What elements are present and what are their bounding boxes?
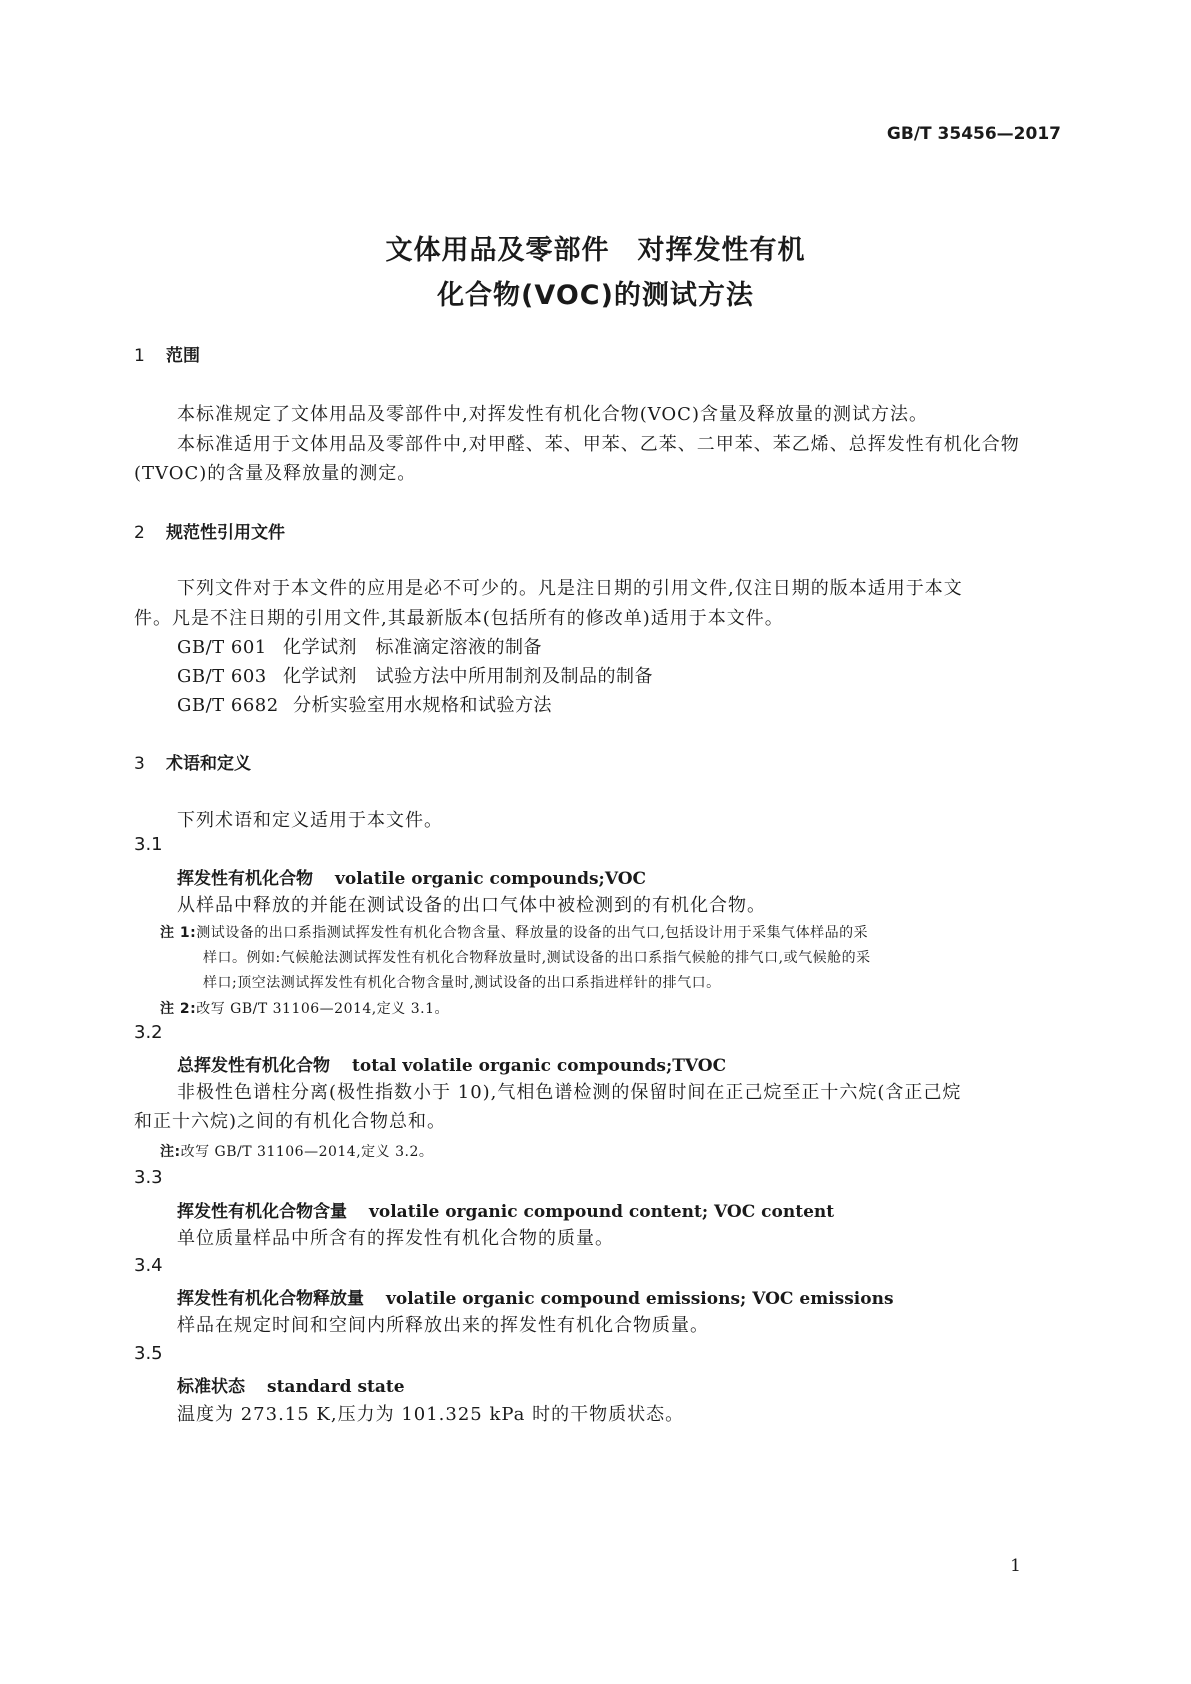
reference-item bbox=[177, 691, 552, 717]
term-note-1-line-3: 样口;顶空法测试挥发性有机化合物含量时,测试设备的出口系指进样针的排气口。 bbox=[203, 975, 721, 991]
term-chinese-name: 总挥发性有机化合物 bbox=[177, 1056, 330, 1076]
section-1-number: 1 bbox=[134, 346, 145, 366]
reference-code: GB/T 603 bbox=[177, 666, 267, 687]
section-3-intro: 下列术语和定义适用于本文件。 bbox=[177, 810, 443, 831]
term-number: 3.3 bbox=[134, 1167, 163, 1188]
reference-code: GB/T 6682 bbox=[177, 695, 279, 716]
term-heading bbox=[177, 1284, 894, 1309]
reference-item bbox=[177, 633, 542, 659]
document-title-line-1: 文体用品及零部件 对挥发性有机 bbox=[385, 235, 806, 266]
term-note-1-line-1 bbox=[160, 922, 868, 942]
term-number: 3.2 bbox=[134, 1022, 163, 1043]
section-2-paragraph-line-2: 件。凡是不注日期的引用文件,其最新版本(包括所有的修改单)适用于本文件。 bbox=[134, 608, 784, 629]
term-english-name: volatile organic compound content; VOC content bbox=[369, 1202, 835, 1222]
section-3-number: 3 bbox=[134, 754, 145, 774]
term-chinese-name: 挥发性有机化合物 bbox=[177, 869, 313, 889]
section-1-title: 范围 bbox=[166, 346, 200, 366]
section-1-paragraph-1: 本标准规定了文体用品及零部件中,对挥发性有机化合物(VOC)含量及释放量的测试方法。 bbox=[177, 404, 928, 425]
term-note bbox=[160, 1141, 433, 1161]
term-number: 3.4 bbox=[134, 1255, 163, 1276]
reference-title: 化学试剂 标准滴定溶液的制备 bbox=[283, 637, 542, 658]
section-2-number: 2 bbox=[134, 523, 145, 543]
term-definition-line-1: 非极性色谱柱分离(极性指数小于 10),气相色谱检测的保留时间在正己烷至正十六烷(含正己烷 bbox=[177, 1082, 962, 1103]
section-1-paragraph-2-line-1: 本标准适用于文体用品及零部件中,对甲醛、苯、甲苯、乙苯、二甲苯、苯乙烯、总挥发性有机化合物 bbox=[177, 434, 1020, 455]
section-1-heading bbox=[134, 341, 200, 366]
term-definition: 样品在规定时间和空间内所释放出来的挥发性有机化合物质量。 bbox=[177, 1315, 709, 1336]
reference-title: 化学试剂 试验方法中所用制剂及制品的制备 bbox=[283, 666, 653, 687]
section-3-title: 术语和定义 bbox=[166, 754, 251, 774]
term-chinese-name: 挥发性有机化合物释放量 bbox=[177, 1289, 364, 1309]
term-note-2 bbox=[160, 998, 449, 1018]
term-english-name: standard state bbox=[267, 1377, 405, 1397]
term-english-name: total volatile organic compounds;TVOC bbox=[352, 1056, 727, 1076]
note-label: 注 1: bbox=[160, 925, 197, 941]
reference-title: 分析实验室用水规格和试验方法 bbox=[293, 695, 552, 716]
term-definition: 从样品中释放的并能在测试设备的出口气体中被检测到的有机化合物。 bbox=[177, 895, 766, 916]
reference-item bbox=[177, 662, 653, 688]
term-chinese-name: 标准状态 bbox=[177, 1377, 245, 1397]
term-number: 3.5 bbox=[134, 1343, 163, 1364]
term-number: 3.1 bbox=[134, 834, 163, 855]
section-3-heading bbox=[134, 749, 251, 774]
term-chinese-name: 挥发性有机化合物含量 bbox=[177, 1202, 347, 1222]
section-1-paragraph-2-line-2: (TVOC)的含量及释放量的测定。 bbox=[134, 463, 417, 484]
section-2-title: 规范性引用文件 bbox=[166, 523, 285, 543]
note-label: 注 2: bbox=[160, 1001, 197, 1017]
document-title-line-2: 化合物(VOC)的测试方法 bbox=[437, 280, 754, 311]
term-english-name: volatile organic compound emissions; VOC emissions bbox=[386, 1289, 894, 1309]
term-note-1-line-2: 样口。例如:气候舱法测试挥发性有机化合物释放量时,测试设备的出口系指气候舱的排气口,或气候舱的采 bbox=[203, 950, 871, 966]
note-text: 改写 GB/T 31106—2014,定义 3.2。 bbox=[180, 1144, 434, 1160]
note-text: 测试设备的出口系指测试挥发性有机化合物含量、释放量的设备的出气口,包括设计用于采集气体样品的采 bbox=[196, 925, 869, 941]
term-definition: 单位质量样品中所含有的挥发性有机化合物的质量。 bbox=[177, 1228, 614, 1249]
term-heading bbox=[177, 864, 646, 889]
note-label: 注: bbox=[160, 1144, 181, 1160]
term-english-name: volatile organic compounds;VOC bbox=[335, 869, 647, 889]
page-number: 1 bbox=[1010, 1556, 1021, 1576]
term-definition: 温度为 273.15 K,压力为 101.325 kPa 时的干物质状态。 bbox=[177, 1404, 685, 1425]
note-text: 改写 GB/T 31106—2014,定义 3.1。 bbox=[196, 1001, 449, 1017]
standard-code: GB/T 35456—2017 bbox=[886, 124, 1061, 144]
term-definition-line-2: 和正十六烷)之间的有机化合物总和。 bbox=[134, 1111, 447, 1132]
term-heading bbox=[177, 1372, 405, 1397]
section-2-paragraph-line-1: 下列文件对于本文件的应用是必不可少的。凡是注日期的引用文件,仅注日期的版本适用于本文 bbox=[177, 578, 963, 599]
section-2-heading bbox=[134, 518, 285, 543]
term-heading bbox=[177, 1051, 726, 1076]
term-heading bbox=[177, 1197, 834, 1222]
reference-code: GB/T 601 bbox=[177, 637, 267, 658]
